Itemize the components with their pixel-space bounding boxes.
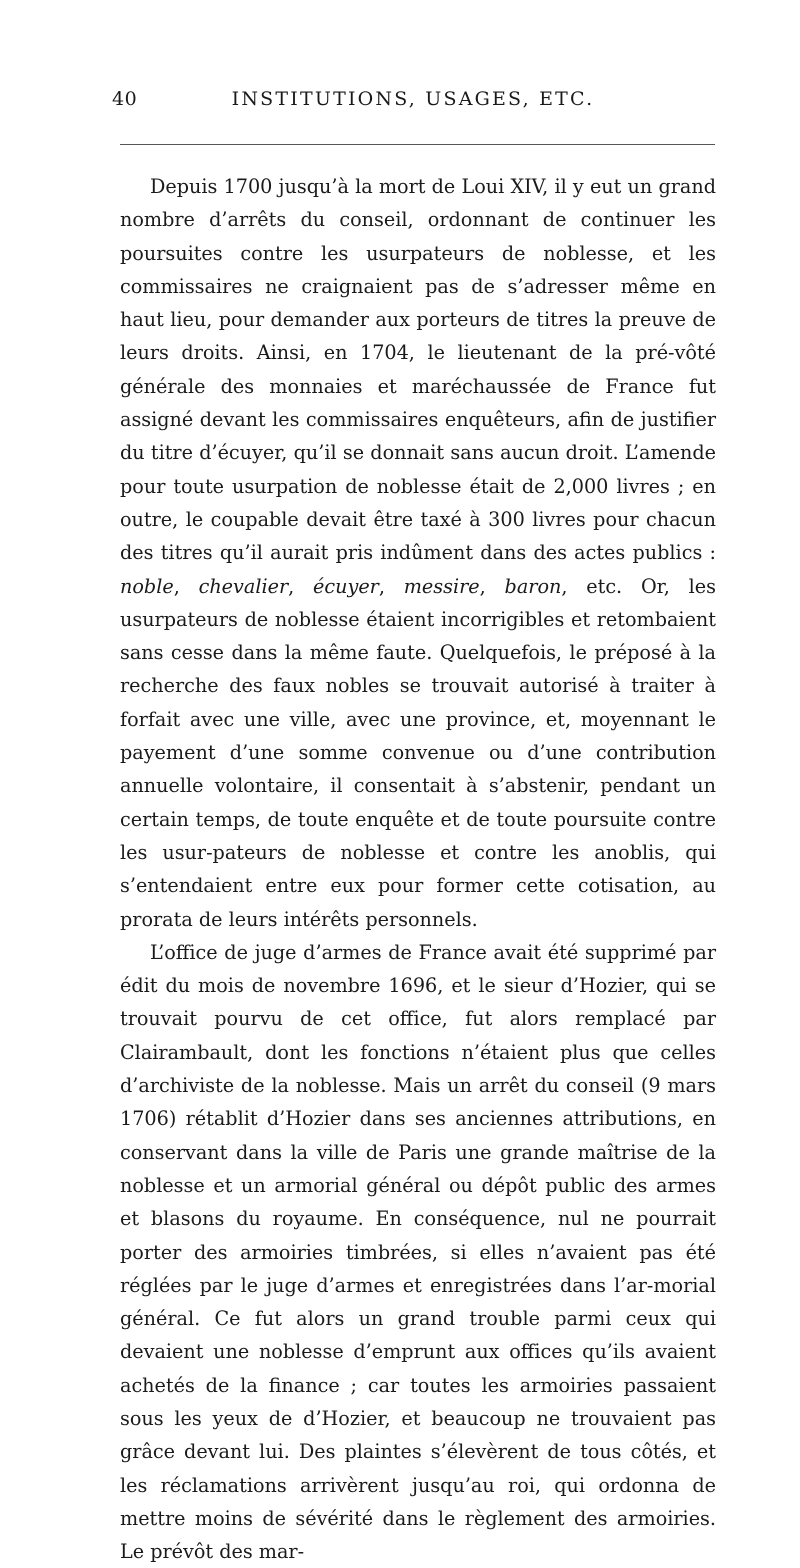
paragraph-1-text-a: Depuis 1700 jusqu’à la mort de Loui XIV, il y eut un grand nombre d’arrêts du conseil, ordonnant de continuer les poursuites contre les usurpateurs de noblesse, et les commissaires ne craignaient pas de s’adresser même en haut lieu, pour demander aux porteurs de titres la preuve de leurs droits. Ainsi, en 1704, le lieutenant de la pré-vôté générale des monnaies et maréchaussée de France fut assigné devant les commissaires enquêteurs, afin de justifier du titre d’écuyer, qu’il se donnait sans aucun droit. L’amende pour toute usurpation de noblesse était de 2,000 livres ; en outre, le coupable devait être taxé à 300 livres pour chacun des titres qu’il aurait pris indûment dans des actes publics : bbox=[120, 175, 716, 565]
separator: , bbox=[173, 574, 199, 598]
page-header bbox=[112, 88, 714, 118]
running-title: INSTITUTIONS, USAGES, ETC. bbox=[231, 88, 595, 110]
title-noble: noble bbox=[120, 574, 174, 598]
header-rule bbox=[120, 144, 715, 145]
body-text bbox=[120, 170, 716, 1568]
title-chevalier: chevalier bbox=[198, 574, 289, 598]
title-ecuyer: écuyer bbox=[313, 574, 379, 598]
title-baron: baron bbox=[504, 574, 562, 598]
separator: , bbox=[288, 574, 314, 598]
separator: , bbox=[378, 574, 404, 598]
title-messire: messire bbox=[403, 574, 480, 598]
paragraph-2: L’office de juge d’armes de France avait été supprimé par édit du mois de novembre 1696, et le sieur d’Hozier, qui se trouvait pourvu de cet office, fut alors remplacé par Clairambault, dont les fonctions n’étaient plus que celles d’archiviste de la noblesse. Mais un arrêt du conseil (9 mars 1706) rétablit d’Hozier dans ses anciennes attributions, en conservant dans la ville de Paris une grande maîtrise de la noblesse et un armorial général ou dépôt public des armes et blasons du royaume. En conséquence, nul ne pourrait porter des armoiries timbrées, si elles n’avaient pas été réglées par le juge d’armes et enregistrées dans l’ar-morial général. Ce fut alors un grand trouble parmi ceux qui devaient une noblesse d’emprunt aux offices qu’ils avaient achetés de la finance ; car toutes les armoiries passaient sous les yeux de d’Hozier, et beaucoup ne trouvaient pas grâce devant lui. Des plaintes s’élevèrent de tous côtés, et les réclamations arrivèrent jusqu’au roi, qui ordonna de mettre moins de sévérité dans le règlement des armoiries. Le prévôt des mar- bbox=[120, 940, 716, 1564]
paragraph-1-text-b: , etc. Or, les usurpateurs de noblesse étaient incorrigibles et retombaient sans cesse dans la même faute. Quelquefois, le préposé à la recherche des faux nobles se trouvait autorisé à traiter à forfait avec une ville, avec une province, et, moyennant le payement d’une somme convenue ou d’une contribution annuelle volontaire, il consentait à s’abstenir, pendant un certain temps, de toute enquête et de toute poursuite contre les usur-pateurs de noblesse et contre les anoblis, qui s’entendaient entre eux pour former cette cotisation, au prorata de leurs intérêts personnels. bbox=[120, 574, 716, 931]
separator: , bbox=[479, 574, 505, 598]
paragraph-1 bbox=[120, 170, 716, 936]
page-number: 40 bbox=[112, 88, 138, 110]
